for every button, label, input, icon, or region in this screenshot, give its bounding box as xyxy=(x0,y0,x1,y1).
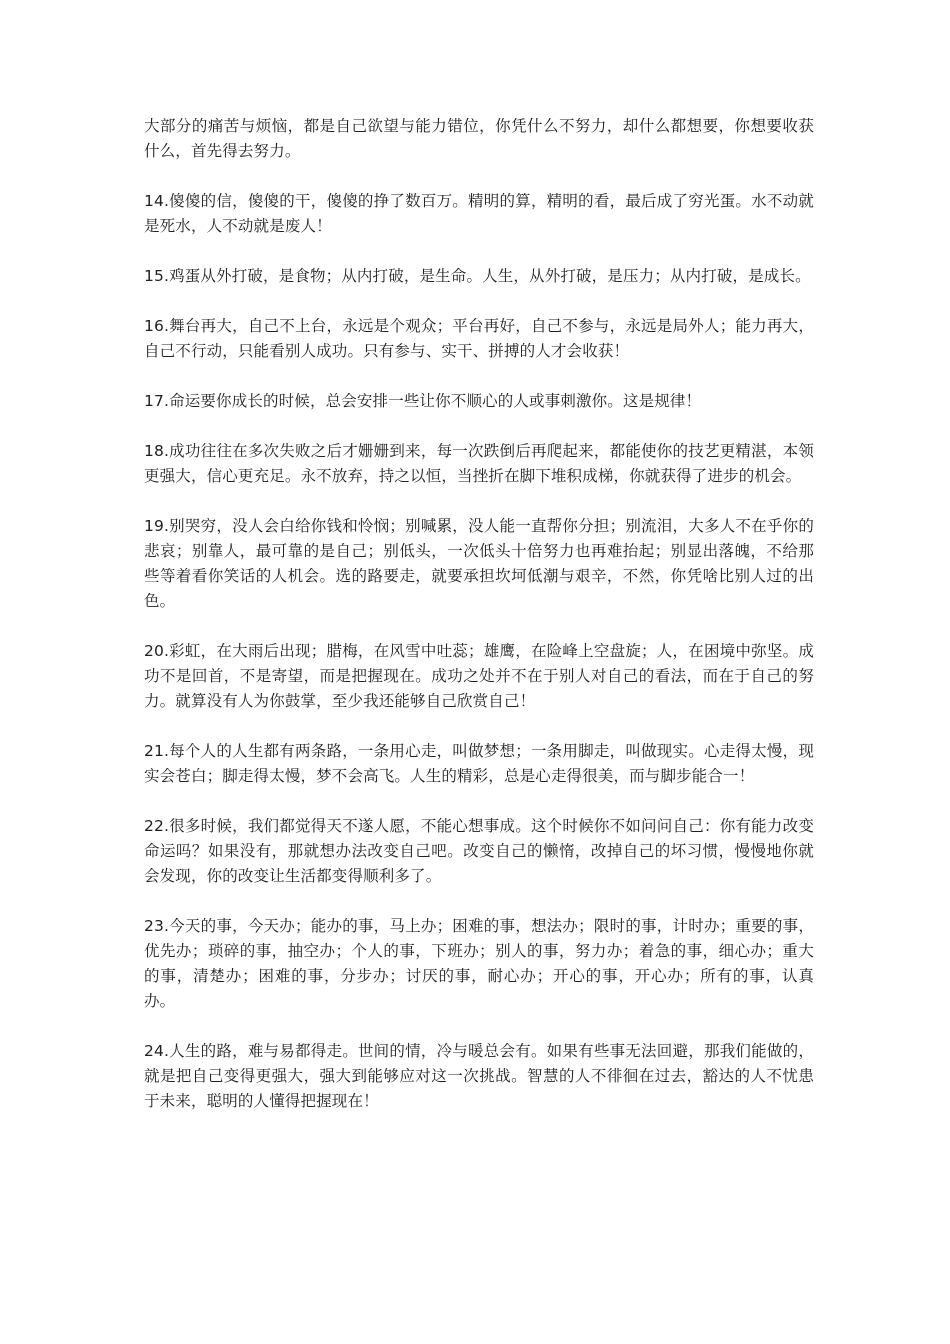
paragraph-14: 14.傻傻的信，傻傻的干，傻傻的挣了数百万。精明的算，精明的看，最后成了穷光蛋。水不动就是死水，人不动就是废人！ xyxy=(144,192,814,235)
paragraph-17: 17.命运要你成长的时候，总会安排一些让你不顺心的人或事刺激你。这是规律！ xyxy=(144,392,702,410)
paragraph-20: 20.彩虹，在大雨后出现；腊梅，在风雪中吐蕊；雄鹰，在险峰上空盘旋；人，在困境中弥坚。成功不是回首，不是寄望，而是把握现在。成功之处并不在于别人对自己的看法，而在于自己的努力。就算没有人为你鼓掌，至少我还能够自己欣赏自己！ xyxy=(144,642,814,710)
paragraph-15: 15.鸡蛋从外打破，是食物；从内打破，是生命。人生，从外打破，是压力；从内打破，是成长。 xyxy=(144,267,811,285)
paragraph-19: 19.别哭穷，没人会白给你钱和怜悯；别喊累，没人能一直帮你分担；别流泪，大多人不在乎你的悲哀；别靠人，最可靠的是自己；别低头，一次低头十倍努力也再难抬起；别显出落魄，不给那些等着看你笑话的人机会。选的路要走，就要承担坎坷低潮与艰辛，不然，你凭啥比别人过的出色。 xyxy=(144,517,814,610)
paragraph-22: 22.很多时候，我们都觉得天不遂人愿，不能心想事成。这个时候你不如问问自己：你有能力改变命运吗？如果没有，那就想办法改变自己吧。改变自己的懒惰，改掉自己的坏习惯，慢慢地你就会发现，你的改变让生活都变得顺利多了。 xyxy=(144,817,814,885)
paragraph-16: 16.舞台再大，自己不上台，永远是个观众；平台再好，自己不参与，永远是局外人；能力再大，自己不行动，只能看别人成功。只有参与、实干、拼搏的人才会收获！ xyxy=(144,317,814,360)
paragraph-23: 23.今天的事，今天办；能办的事，马上办；困难的事，想法办；限时的事，计时办；重要的事，优先办；琐碎的事，抽空办；个人的事，下班办；别人的事，努力办；着急的事，细心办；重大的事，清楚办；困难的事，分步办；讨厌的事，耐心办；开心的事，开心办；所有的事，认真办。 xyxy=(144,917,814,1010)
paragraph-intro: 大部分的痛苦与烦恼，都是自己欲望与能力错位，你凭什么不努力，却什么都想要，你想要收获什么，首先得去努力。 xyxy=(144,117,814,160)
document-body xyxy=(144,114,814,1139)
paragraph-24: 24.人生的路，难与易都得走。世间的情，冷与暖总会有。如果有些事无法回避，那我们能做的，就是把自己变得更强大，强大到能够应对这一次挑战。智慧的人不徘徊在过去，豁达的人不忧患于未来，聪明的人懂得把握现在！ xyxy=(144,1042,814,1110)
paragraph-21: 21.每个人的人生都有两条路，一条用心走，叫做梦想；一条用脚走，叫做现实。心走得太慢，现实会苍白；脚走得太慢，梦不会高飞。人生的精彩，总是心走得很美，而与脚步能合一！ xyxy=(144,742,814,785)
paragraph-18: 18.成功往往在多次失败之后才姗姗到来，每一次跌倒后再爬起来，都能使你的技艺更精湛，本领更强大，信心更充足。永不放弃，持之以恒，当挫折在脚下堆积成梯，你就获得了进步的机会。 xyxy=(144,442,814,485)
